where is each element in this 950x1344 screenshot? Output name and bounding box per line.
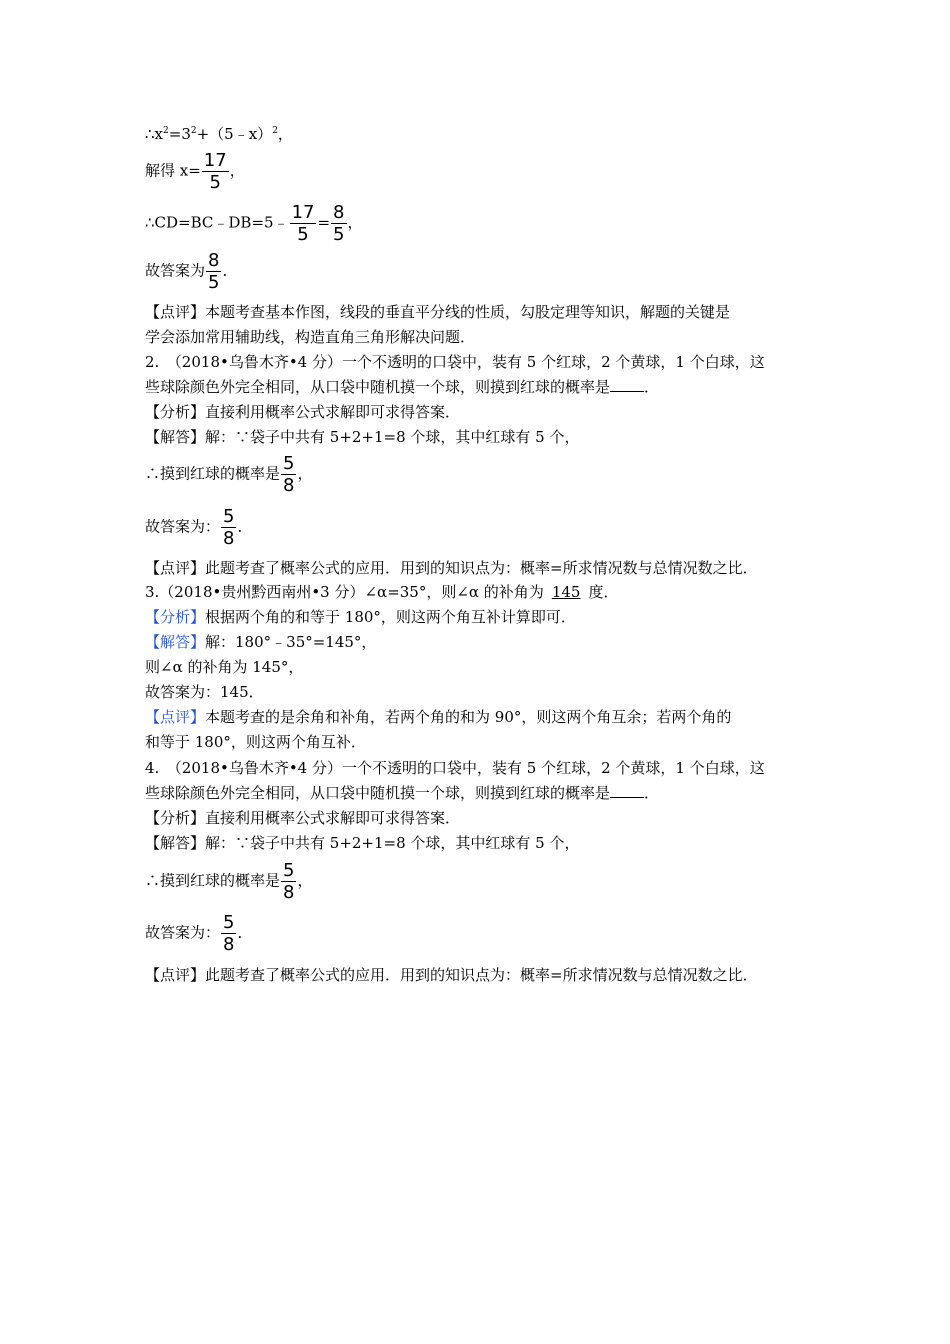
q3-line-4: 故答案为：145． bbox=[145, 683, 264, 701]
q4-analysis: 【分析】直接利用概率公式求解即可求得答案． bbox=[145, 809, 461, 827]
fraction: $\frac{5}{8}$ bbox=[223, 506, 235, 549]
q4-probability-line: ∴摸到红球的概率是 $\frac{5}{8}$ ， bbox=[145, 860, 313, 903]
q2-solution: 【解答】解：∵袋子中共有 5+2+1=8 个球，其中红球有 5 个， bbox=[145, 428, 580, 446]
fraction: $\frac{8}{5}$ bbox=[333, 202, 345, 245]
q3-comment-1: 【点评】本题考查的是余角和补角，若两个角的和为 90°，则这两个角互余；若两个角的 bbox=[145, 708, 732, 726]
q3-solution: 【解答】解：180°﹣35°=145°， bbox=[145, 633, 377, 651]
fraction: $\frac{5}{8}$ bbox=[223, 912, 235, 955]
q4-comment: 【点评】此题考查了概率公式的应用．用到的知识点为：概率=所求情况数与总情况数之比． bbox=[145, 966, 758, 984]
answer-blank bbox=[610, 377, 644, 392]
equation-line-2: 解得 x= $\frac{17}{5}$ ， bbox=[145, 150, 245, 193]
fraction: $\frac{8}{5}$ bbox=[208, 250, 220, 293]
q4-answer-line: 故答案为： $\frac{5}{8}$ ． bbox=[145, 912, 253, 955]
answer-blank bbox=[610, 783, 644, 798]
q4-line-2: 些球除颜色外完全相同，从口袋中随机摸一个球，则摸到红球的概率是 ． bbox=[145, 784, 660, 802]
q2-line-1: 2. （2018•乌鲁木齐•4 分）一个不透明的口袋中，装有 5 个红球，2 个黄球，1 个白球，这 bbox=[145, 353, 765, 371]
fraction: $\frac{5}{8}$ bbox=[283, 860, 295, 903]
q2-answer-line: 故答案为： $\frac{5}{8}$ ． bbox=[145, 506, 253, 549]
fraction: $\frac{5}{8}$ bbox=[283, 453, 295, 496]
q2-probability-line: ∴摸到红球的概率是 $\frac{5}{8}$ ， bbox=[145, 453, 313, 496]
q3-analysis: 【分析】根据两个角的和等于 180°，则这两个角互补计算即可． bbox=[145, 608, 576, 626]
q4-line-1: 4. （2018•乌鲁木齐•4 分）一个不透明的口袋中，装有 5 个红球，2 个黄球，1 个白球，这 bbox=[145, 759, 765, 777]
q3-line-1: 3.（2018•贵州黔西南州•3 分）∠α=35°，则∠α 的补角为 145 度． bbox=[145, 583, 619, 601]
q3-comment-2: 和等于 180°，则这两个角互补． bbox=[145, 733, 366, 751]
comment-line-2: 学会添加常用辅助线，构造直角三角形解决问题． bbox=[145, 328, 476, 346]
q2-analysis: 【分析】直接利用概率公式求解即可求得答案． bbox=[145, 403, 461, 421]
q2-comment: 【点评】此题考查了概率公式的应用．用到的知识点为：概率=所求情况数与总情况数之比． bbox=[145, 559, 758, 577]
q3-line-3: 则∠α 的补角为 145°， bbox=[145, 658, 304, 676]
fraction: $\frac{17}{5}$ bbox=[291, 202, 315, 245]
answer-line: 故答案为 $\frac{8}{5}$ ． bbox=[145, 250, 238, 293]
fraction: $\frac{17}{5}$ bbox=[203, 150, 227, 193]
equation-line-3: ∴CD=BC﹣DB=5﹣ $\frac{17}{5}$ = $\frac{8}{5}$ ， bbox=[145, 202, 363, 245]
q3-answer: 145 bbox=[551, 583, 581, 601]
comment-line-1: 【点评】本题考查基本作图，线段的垂直平分线的性质，勾股定理等知识，解题的关键是 bbox=[145, 303, 731, 321]
q4-solution: 【解答】解：∵袋子中共有 5+2+1=8 个球，其中红球有 5 个， bbox=[145, 834, 580, 852]
equation-line-1: $\therefore x^2=3^2+(5﹣x)^2$， bbox=[145, 125, 293, 143]
q2-line-2: 些球除颜色外完全相同，从口袋中随机摸一个球，则摸到红球的概率是 ． bbox=[145, 378, 660, 396]
